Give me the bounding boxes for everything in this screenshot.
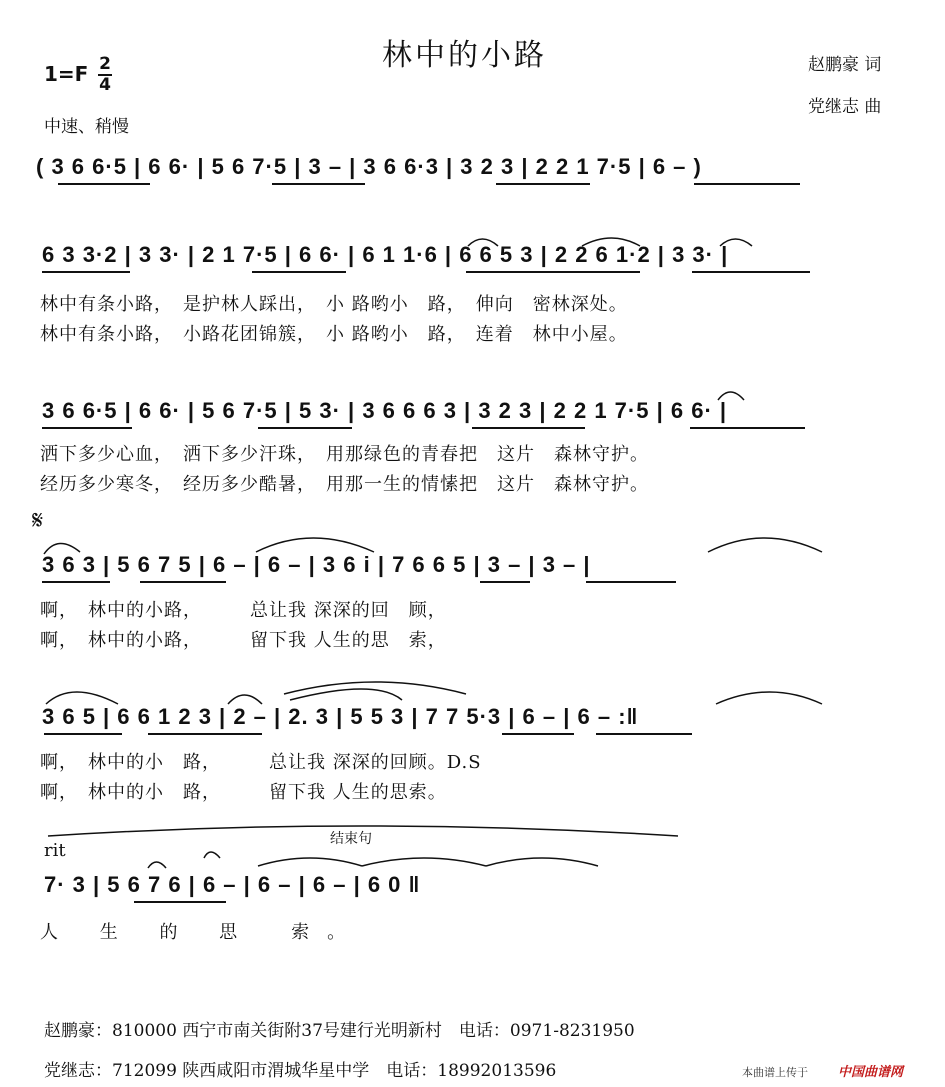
- notes-text: 3 6 5 | 6 6 1 2 3 | 2 – | 2. 3 | 5 5 3 | 7 7 5·3 | 6 – | 6 – :‖: [42, 704, 639, 729]
- watermark-text: 本曲谱上传于: [742, 1066, 808, 1079]
- coda-label: 结束句: [330, 831, 372, 847]
- ritardando-marking: rit: [44, 840, 66, 861]
- lyrics-verse-2: 经历多少寒冬， 经历多少酷暑， 用那一生的情愫把 这片 森林守护。: [40, 474, 649, 495]
- segno-sign: 𝄋: [32, 506, 44, 536]
- staff-row-5: [0, 872, 945, 942]
- lyrics-verse-2: 啊， 林中的小路， 留下我 人生的思 索，: [40, 630, 447, 651]
- lyrics-verse-2: 啊， 林中的小 路， 留下我 人生的思索。: [40, 782, 447, 803]
- lyricist-address: 赵鹏豪：810000 西宁市南关街附37号建行光明新村 电话：0971-8231950: [44, 1021, 635, 1041]
- time-signature-bottom: 4: [99, 75, 111, 95]
- underlines: [0, 872, 945, 922]
- composer-credit: 党继志 曲: [808, 97, 882, 117]
- notes-text: 3 6 3 | 5 6 7 5 | 6 – | 6 – | 3 6 i | 7 6 6 5 | 3 – | 3 – |: [42, 552, 591, 577]
- watermark-logo: 中国曲谱网: [838, 1065, 904, 1080]
- lyrics-verse-2: 林中有条小路， 小路花团锦簇， 小 路哟小 路， 连着 林中小屋。: [40, 324, 628, 345]
- tempo-marking: 中速、稍慢: [44, 117, 129, 137]
- notes-text: 7· 3 | 5 6 7 6 | 6 – | 6 – | 6 – | 6 0 ‖: [44, 872, 421, 897]
- notes-text: ( 3 6 6·5 | 6 6· | 5 6 7·5 | 3 – | 3 6 6·3 | 3 2 3 | 2 2 1 7·5 | 6 – ): [36, 154, 702, 179]
- lyrics-verse-1: 林中有条小路， 是护林人踩出， 小 路哟小 路， 伸向 密林深处。: [40, 294, 628, 315]
- song-title: 林中的小路: [382, 38, 547, 73]
- lyrics-verse-1: 啊， 林中的小路， 总让我 深深的回 顾，: [40, 600, 447, 621]
- time-signature-top: 2: [99, 54, 111, 74]
- lyricist-credit: 赵鹏豪 词: [808, 55, 882, 75]
- key-signature: 1=F: [44, 62, 89, 86]
- notes-text: 3 6 6·5 | 6 6· | 5 6 7·5 | 5 3· | 3 6 6 6 3 | 3 2 3 | 2 2 1 7·5 | 6 6· |: [42, 398, 728, 423]
- notes-text: 6 3 3·2 | 3 3· | 2 1 7·5 | 6 6· | 6 1 1·6 | 6 6 5 3 | 2 2 6 1·2 | 3 3· |: [42, 242, 729, 267]
- lyrics-verse-1: 啊， 林中的小 路， 总让我 深深的回顾。D.S: [40, 752, 482, 773]
- composer-address: 党继志：712099 陕西咸阳市渭城华星中学 电话：18992013596: [44, 1061, 557, 1081]
- lyrics-verse-1: 人 生 的 思 索。: [40, 922, 364, 943]
- lyrics-verse-1: 洒下多少心血， 洒下多少汗珠， 用那绿色的青春把 这片 森林守护。: [40, 444, 649, 465]
